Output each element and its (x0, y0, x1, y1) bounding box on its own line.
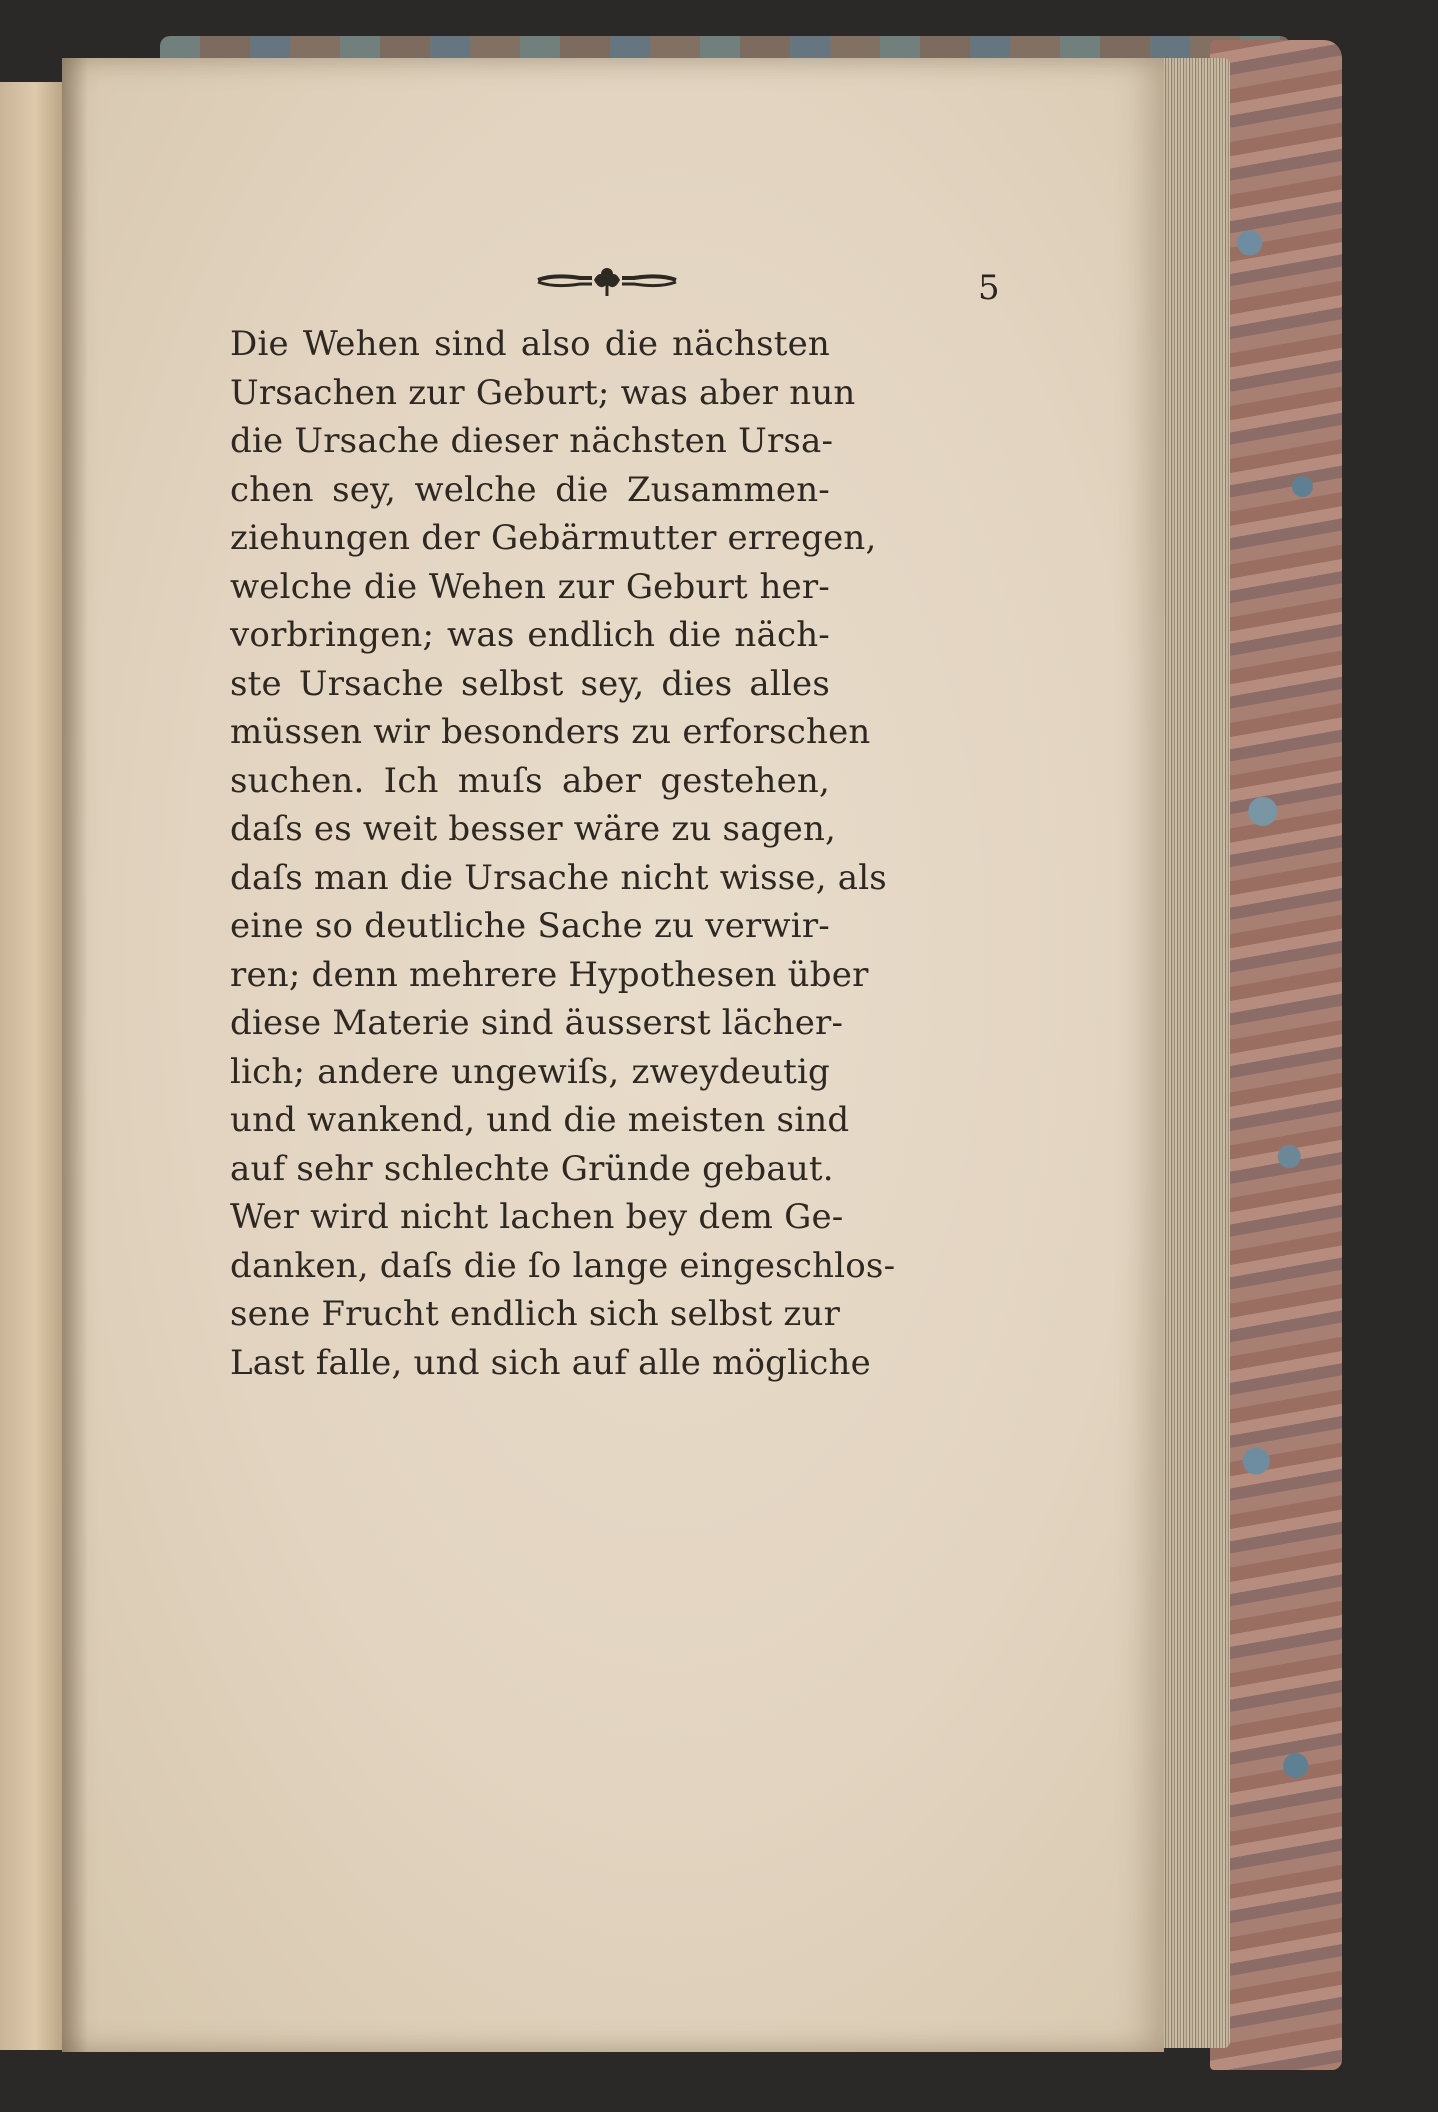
text-line: Last falle, und sich auf alle mögliche (230, 1342, 871, 1383)
text-line: eine so deutliche Sache zu verwir- (230, 906, 830, 946)
text-line: chen sey, welche die Zusammen- (230, 469, 830, 510)
body-text (230, 320, 896, 1387)
text-line: diese Materie sind äusserst lächer- (230, 1003, 844, 1043)
gutter-shadow (62, 58, 88, 2052)
text-line: sene Frucht endlich sich selbst zur (230, 1294, 841, 1334)
ornament-icon (534, 262, 680, 298)
text-line: ziehungen der Gebärmutter erregen, (230, 518, 877, 558)
text-line: vorbringen; was endlich die näch- (230, 615, 830, 655)
text-line: Die Wehen sind also die nächsten (230, 324, 830, 364)
text-line: Ursachen zur Geburt; was aber nun (230, 372, 856, 413)
page-edges (1160, 58, 1230, 2048)
text-line: auf sehr schlechte Gründe gebaut. (230, 1148, 834, 1189)
text-line: ste Ursache selbst sey, dies alles (230, 663, 830, 704)
text-line: ren; denn mehrere Hypothesen über (230, 954, 869, 995)
text-line: lich; andere ungewiſs, zweydeutig (230, 1051, 830, 1092)
book-page (62, 58, 1164, 2052)
page-number: 5 (978, 268, 1000, 308)
text-line: daſs man die Ursache nicht wisse, als (230, 857, 887, 898)
text-line: und wankend, und die meisten sind (230, 1100, 850, 1140)
text-line: danken, daſs die ſo lange eingeschlos- (230, 1245, 896, 1286)
text-line: Wer wird nicht lachen bey dem Ge- (230, 1197, 844, 1237)
text-line: suchen. Ich muſs aber gestehen, (230, 760, 830, 801)
text-line: müssen wir besonders zu erforschen (230, 712, 871, 752)
text-line: die Ursache dieser nächsten Ursa- (230, 421, 834, 461)
text-line: welche die Wehen zur Geburt her- (230, 566, 830, 607)
previous-page-edge (0, 82, 66, 2050)
text-line: daſs es weit besser wäre zu sagen, (230, 809, 837, 849)
